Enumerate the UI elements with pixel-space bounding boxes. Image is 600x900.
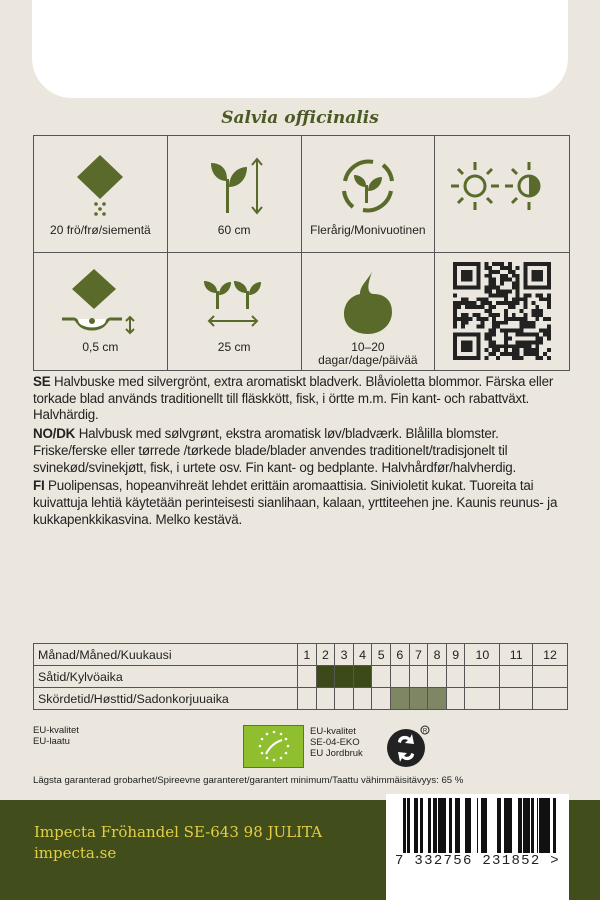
eu-quality-fi: EU-laatu [33, 736, 70, 747]
germination-icon [302, 263, 435, 343]
company-info [34, 822, 322, 864]
eu-quality-left [33, 725, 79, 747]
depth-label: 0,5 cm [82, 340, 119, 354]
seeds-cell [34, 136, 168, 253]
lifecycle-cell [302, 136, 436, 253]
spacing-cell [168, 253, 302, 370]
qr-cell [435, 253, 569, 370]
harvest-month-7 [409, 688, 428, 710]
green-dot-icon [384, 724, 430, 770]
month-11: 11 [500, 644, 533, 666]
lang-code-fi: FI [33, 478, 45, 494]
spacing-label: 25 cm [217, 340, 251, 354]
svg-text:R: R [422, 728, 428, 735]
desc-fi-text: Puolipensas, hopeanvihreät lehdet erittäin aromaattisia. Sinivioletit kukat. Tuoreita tai kuivattuja lehtiä käytetään perinteisesti sianlihaan, kalaan, yrttiteehen jne. Kaunis reunus- ja kukkapenkkikasvina. Melko kestävä. [33, 478, 558, 527]
lifecycle-label: Flerårig/Monivuotinen [310, 223, 426, 237]
sowing-month-6 [391, 666, 410, 688]
plant-height-icon [168, 146, 301, 226]
harvest-row [34, 688, 568, 710]
desc-se [33, 374, 568, 424]
germination-guarantee: Lägsta garanterad grobarhet/Spireevne garanteret/garantert minimum/Taattu vähimmäisitävyys: 65 % [33, 775, 464, 786]
lang-code-nodk: NO/DK [33, 426, 76, 442]
month-10: 10 [465, 644, 500, 666]
barcode [386, 794, 569, 854]
company-website[interactable]: impecta.se [34, 844, 117, 862]
harvest-label: Skördetid/Høsttid/Sadonkorjuuaika [34, 688, 298, 710]
harvest-month-10 [465, 688, 500, 710]
month-1: 1 [298, 644, 317, 666]
sowing-month-5 [372, 666, 391, 688]
eu-agriculture: EU Jordbruk [310, 748, 363, 759]
harvest-month-5 [372, 688, 391, 710]
sowing-month-2 [316, 666, 335, 688]
sowing-month-7 [409, 666, 428, 688]
qr-code-icon[interactable] [435, 261, 569, 361]
calendar-header-row [34, 644, 568, 666]
harvest-month-2 [316, 688, 335, 710]
month-6: 6 [391, 644, 410, 666]
harvest-month-4 [353, 688, 372, 710]
description [33, 374, 568, 530]
calendar-header-label: Månad/Måned/Kuukausi [34, 644, 298, 666]
harvest-month-3 [335, 688, 354, 710]
month-5: 5 [372, 644, 391, 666]
germination-unit: dagar/dage/päivää [318, 353, 418, 367]
sowing-label: Såtid/Kylvöaika [34, 666, 298, 688]
lang-code-se: SE [33, 374, 51, 389]
sowing-month-9 [446, 666, 465, 688]
harvest-month-12 [533, 688, 568, 710]
month-12: 12 [533, 644, 568, 666]
company-address: Impecta Fröhandel SE-643 98 JULITA [34, 823, 323, 841]
eu-quality-right [310, 726, 363, 759]
seeds-label: 20 frö/frø/siementä [50, 223, 151, 237]
desc-nodk [33, 426, 568, 476]
seed-packet-icon [34, 146, 167, 226]
sowing-month-12 [533, 666, 568, 688]
sowing-month-11 [500, 666, 533, 688]
icon-grid [33, 135, 570, 371]
sowing-month-8 [428, 666, 447, 688]
eu-quality-text: EU-kvalitet [310, 726, 356, 737]
sowing-depth-icon [34, 263, 167, 343]
harvest-month-8 [428, 688, 447, 710]
desc-fi [33, 478, 568, 528]
eu-organic-leaf-icon [243, 725, 304, 768]
barcode-number: 7 332756 231852 > [386, 853, 569, 869]
eu-quality-sv: EU-kvalitet [33, 725, 79, 736]
germination-cell [302, 253, 436, 370]
light-cell [435, 136, 569, 253]
germination-days: 10–20 [351, 340, 385, 354]
sun-halfshade-icon [435, 146, 569, 226]
harvest-month-11 [500, 688, 533, 710]
month-7: 7 [409, 644, 428, 666]
sowing-month-10 [465, 666, 500, 688]
harvest-month-9 [446, 688, 465, 710]
month-2: 2 [316, 644, 335, 666]
desc-se-text: Halvbuske med silvergrönt, extra aromatiskt bladverk. Blåvioletta blommor. Färska eller torkade blad används traditionellt till fläskkött, fisk, i örtte m.m. Fin kant- och rabattväxt. Halvhärdig. [33, 374, 554, 423]
height-label: 60 cm [217, 223, 251, 237]
barcode-box [386, 794, 569, 900]
germination-label [304, 341, 433, 367]
sowing-row [34, 666, 568, 688]
plant-spacing-icon [168, 263, 301, 343]
height-cell [168, 136, 302, 253]
month-9: 9 [446, 644, 465, 666]
certifier-code: SE-04-EKO [310, 737, 360, 748]
depth-cell [34, 253, 168, 370]
sowing-month-4 [353, 666, 372, 688]
harvest-month-6 [391, 688, 410, 710]
month-3: 3 [335, 644, 354, 666]
hang-tab-cutout [32, 0, 568, 98]
sowing-month-3 [335, 666, 354, 688]
month-4: 4 [353, 644, 372, 666]
harvest-month-1 [298, 688, 317, 710]
perennial-cycle-icon [302, 146, 435, 226]
sowing-calendar [33, 643, 568, 710]
sowing-month-1 [298, 666, 317, 688]
month-8: 8 [428, 644, 447, 666]
desc-nodk-text: Halvbusk med sølvgrønt, ekstra aromatisk løv/bladværk. Blålilla blomster. Friske/ferske eller tørrede /tørkede blade/blader anvendes traditionelt/tradisjonelt til svinekød/svinekjøtt, fisk, i urtete osv. Fin kant- og bedplante. Halvhårdfør/halvherdig. [33, 426, 517, 475]
species-name: Salvia officinalis [221, 108, 379, 128]
